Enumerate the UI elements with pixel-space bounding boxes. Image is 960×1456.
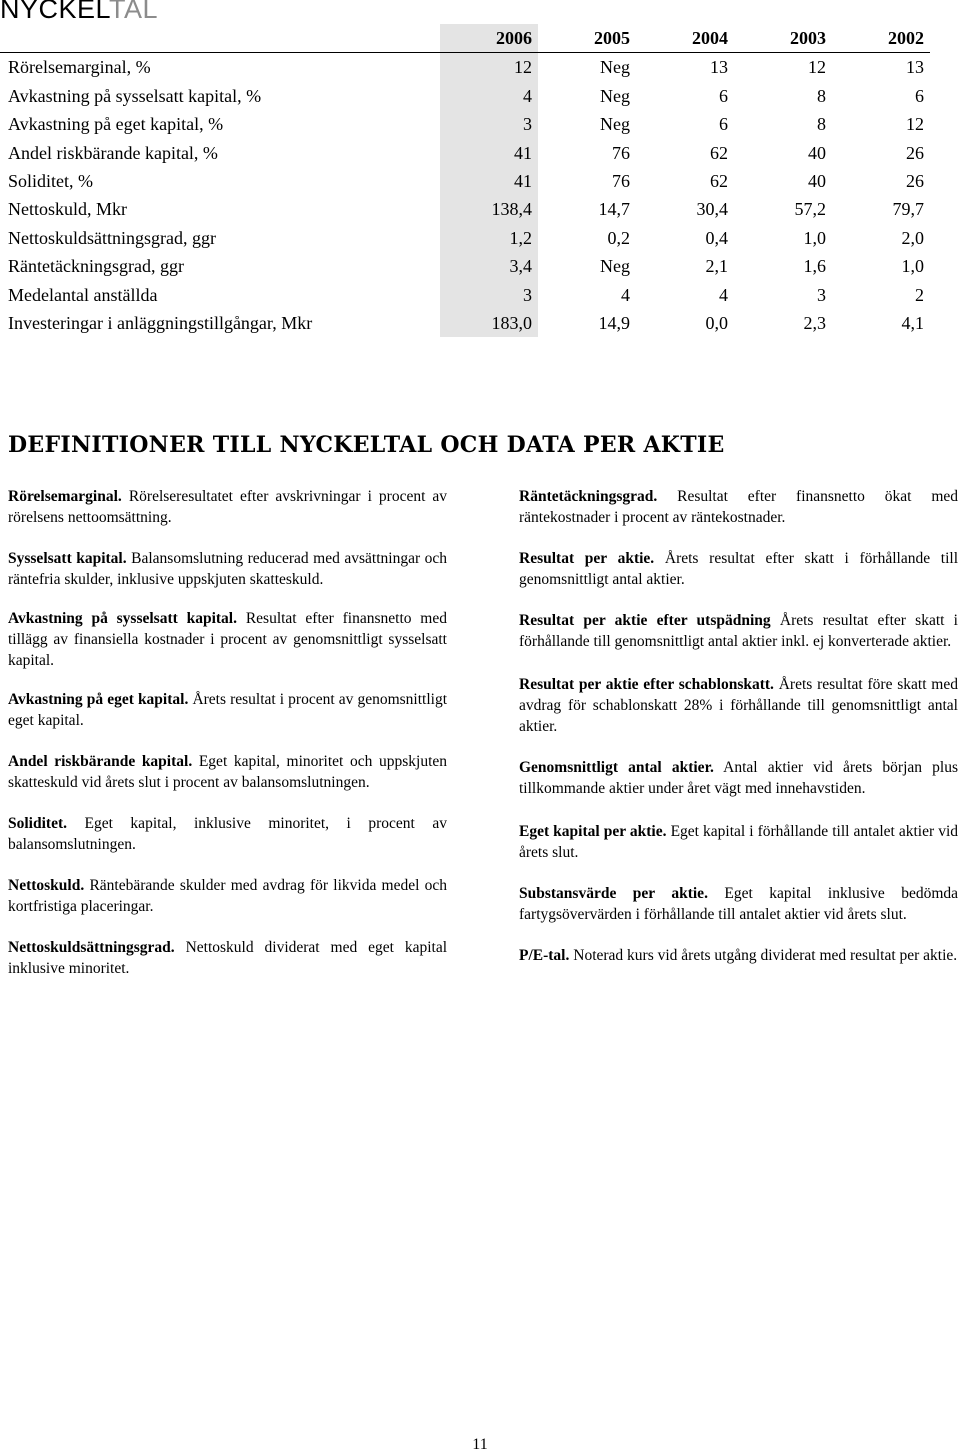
table-row xyxy=(0,110,930,138)
definition-text: Eget kapital, minoritet och uppskjuten skatteskuld vid årets slut i procent av balansomslutningen. xyxy=(8,753,448,791)
year-header: 2002 xyxy=(888,28,924,48)
table-cell: 12 xyxy=(906,114,924,135)
page-number: 11 xyxy=(472,1436,488,1453)
definition-text: Antal aktier vid årets början plus tillkommande aktier under året vägt med innehavstiden. xyxy=(519,759,958,797)
definition-text: Årets resultat efter skatt i förhållande till genomsnittligt antal aktier inkl. ej konverterade aktier. xyxy=(519,612,958,650)
definition-term: Soliditet. xyxy=(8,815,67,832)
definition-text: Eget kapital inklusive bedömda fartygsövervärden i förhållande till antalet aktier vid årets slut. xyxy=(519,885,959,923)
table-cell: 13 xyxy=(710,57,728,78)
definition-term: P/E-tal. xyxy=(519,947,570,964)
row-label: Räntetäckningsgrad, ggr xyxy=(8,256,184,277)
table-cell: 2 xyxy=(915,284,924,305)
table-cell: 3,4 xyxy=(440,252,538,280)
table-cell: 1,6 xyxy=(803,256,826,277)
table-cell: 40 xyxy=(808,142,826,163)
table-cell: 14,9 xyxy=(598,313,630,334)
definition-item xyxy=(519,610,958,652)
definition-text: Balansomslutning reducerad med avsättningar och räntefria skulder, inklusive uppskjuten skatteskuld. xyxy=(8,550,448,588)
table-cell: 8 xyxy=(817,114,826,135)
table-header-label xyxy=(0,24,440,53)
table-cell: Neg xyxy=(600,256,630,277)
table-row xyxy=(0,82,930,110)
definition-text: Resultat efter finansnetto ökat med räntekostnader i procent av räntekostnader. xyxy=(519,488,959,526)
table-cell: 3 xyxy=(440,281,538,309)
table-cell: 1,0 xyxy=(901,256,924,277)
table-cell: 13 xyxy=(906,57,924,78)
table-cell: 62 xyxy=(710,142,728,163)
definition-term: Avkastning på sysselsatt kapital. xyxy=(8,610,237,627)
year-header: 2006 xyxy=(440,24,538,53)
definition-item xyxy=(519,883,958,925)
table-cell: Neg xyxy=(600,85,630,106)
table-cell: 3 xyxy=(817,284,826,305)
definition-term: Resultat per aktie. xyxy=(519,550,655,567)
definition-item xyxy=(8,608,447,671)
definition-text: Eget kapital i förhållande till antalet aktier vid årets slut. xyxy=(519,823,959,861)
table-cell: Neg xyxy=(600,57,630,78)
definition-term: Resultat per aktie efter utspädning xyxy=(519,612,771,629)
table-cell: 6 xyxy=(719,114,728,135)
table-cell: 2,1 xyxy=(705,256,728,277)
definition-item xyxy=(519,757,958,799)
definition-text: Nettoskuld dividerat med eget kapital inklusive minoritet. xyxy=(8,939,448,977)
definition-item xyxy=(519,821,958,863)
definition-term: Andel riskbärande kapital. xyxy=(8,753,193,770)
definition-item xyxy=(519,674,958,737)
definition-term: Resultat per aktie efter schablonskatt. xyxy=(519,676,774,693)
row-label: Nettoskuldsättningsgrad, ggr xyxy=(8,227,216,248)
row-label: Nettoskuld, Mkr xyxy=(8,199,127,220)
table-header-row xyxy=(0,24,930,53)
table-cell: 62 xyxy=(710,171,728,192)
table-cell: 26 xyxy=(906,142,924,163)
table-cell: 4 xyxy=(440,82,538,110)
definition-item xyxy=(8,689,447,731)
definition-term: Nettoskuldsättningsgrad. xyxy=(8,939,175,956)
table-cell: 76 xyxy=(612,171,630,192)
row-label: Andel riskbärande kapital, % xyxy=(8,142,218,163)
table-row xyxy=(0,309,930,337)
table-cell: 30,4 xyxy=(696,199,728,220)
row-label: Investeringar i anläggningstillgångar, Mkr xyxy=(8,313,313,334)
definition-text: Årets resultat efter skatt i förhållande till genomsnittligt antal aktier. xyxy=(519,550,959,588)
table-cell: 4 xyxy=(719,284,728,305)
definition-item xyxy=(519,945,958,966)
table-cell: Neg xyxy=(600,114,630,135)
table-cell: 0,2 xyxy=(607,227,630,248)
table-cell: 6 xyxy=(719,85,728,106)
table-cell: 41 xyxy=(440,167,538,195)
table-cell: 12 xyxy=(440,53,538,82)
table-cell: 2,0 xyxy=(901,227,924,248)
table-cell: 26 xyxy=(906,171,924,192)
table-body xyxy=(0,53,930,338)
year-header: 2003 xyxy=(790,28,826,48)
table-cell: 8 xyxy=(817,85,826,106)
table-cell: 2,3 xyxy=(803,313,826,334)
table-cell: 57,2 xyxy=(794,199,826,220)
definition-text: Räntebärande skulder med avdrag för likvida medel och kortfristiga placeringar. xyxy=(8,877,447,915)
definition-term: Nettoskuld. xyxy=(8,877,85,894)
table-row xyxy=(0,281,930,309)
table-row xyxy=(0,252,930,280)
table-cell: 183,0 xyxy=(440,309,538,337)
row-label: Medelantal anställda xyxy=(8,284,158,305)
definition-text: Årets resultat före skatt med avdrag för schablonskatt 28% i förhållande till genomsnittligt antal aktier. xyxy=(519,676,958,735)
table-cell: 12 xyxy=(808,57,826,78)
definitions-left-column xyxy=(8,486,447,979)
definition-term: Genomsnittligt antal aktier. xyxy=(519,759,714,776)
row-label: Avkastning på sysselsatt kapital, % xyxy=(8,85,262,106)
table-row xyxy=(0,224,930,252)
table-row xyxy=(0,139,930,167)
definition-term: Avkastning på eget kapital. xyxy=(8,691,189,708)
page-title-part1: NYCKEL xyxy=(0,0,110,24)
table-cell: 1,2 xyxy=(440,224,538,252)
definition-term: Sysselsatt kapital. xyxy=(8,550,127,567)
definition-item xyxy=(8,486,447,528)
definition-text: Rörelseresultatet efter avskrivningar i procent av rörelsens nettoomsättning. xyxy=(8,488,448,526)
definition-term: Rörelsemarginal. xyxy=(8,488,122,505)
definitions-heading: DEFINITIONER TILL NYCKELTAL OCH DATA PER AKTIE xyxy=(8,432,725,458)
definition-text: Resultat efter finansnetto med tillägg av finansiella kostnader i procent av genomsnittligt sysselsatt kapital. xyxy=(8,610,447,669)
page-title-part2: TAL xyxy=(109,0,159,24)
table-cell: 6 xyxy=(915,85,924,106)
year-header: 2004 xyxy=(692,28,728,48)
table-cell: 79,7 xyxy=(892,199,924,220)
definition-item xyxy=(8,813,447,855)
table-cell: 3 xyxy=(440,110,538,138)
table-cell: 14,7 xyxy=(598,199,630,220)
definition-item xyxy=(519,486,958,528)
definition-item xyxy=(8,751,447,793)
page-title xyxy=(0,0,158,25)
table-row xyxy=(0,167,930,195)
table-cell: 40 xyxy=(808,171,826,192)
table-cell: 4 xyxy=(621,284,630,305)
definition-item xyxy=(8,937,447,979)
table-row xyxy=(0,195,930,223)
definition-text: Eget kapital, inklusive minoritet, i procent av balansomslutningen. xyxy=(8,815,447,853)
definition-text: Noterad kurs vid årets utgång dividerat med resultat per aktie. xyxy=(573,947,958,964)
row-label: Rörelsemarginal, % xyxy=(8,57,151,78)
table-row xyxy=(0,53,930,82)
definition-term: Räntetäckningsgrad. xyxy=(519,488,658,505)
table-cell: 138,4 xyxy=(440,195,538,223)
table-cell: 4,1 xyxy=(901,313,924,334)
table-cell: 76 xyxy=(612,142,630,163)
definitions-right-column xyxy=(519,486,958,966)
table-cell: 0,4 xyxy=(705,227,728,248)
table-cell: 1,0 xyxy=(803,227,826,248)
definition-item xyxy=(8,548,447,590)
key-figures-table xyxy=(0,24,930,337)
row-label: Soliditet, % xyxy=(8,171,93,192)
row-label: Avkastning på eget kapital, % xyxy=(8,114,224,135)
year-header: 2005 xyxy=(594,28,630,48)
table-cell: 0,0 xyxy=(705,313,728,334)
definition-item xyxy=(519,548,958,590)
table-cell: 41 xyxy=(440,139,538,167)
definition-term: Eget kapital per aktie. xyxy=(519,823,667,840)
definition-item xyxy=(8,875,447,917)
definition-term: Substansvärde per aktie. xyxy=(519,885,708,902)
definition-text: Årets resultat i procent av genomsnittligt eget kapital. xyxy=(8,691,448,729)
